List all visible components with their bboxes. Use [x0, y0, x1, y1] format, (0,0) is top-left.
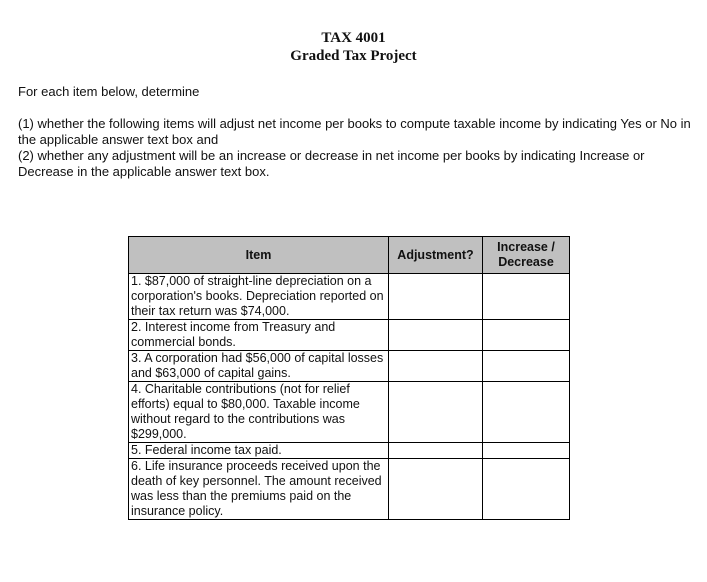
item-cell: 1. $87,000 of straight-line depreciation on a corporation's books. Depreciation reported on their tax return was $74,000.: [129, 274, 389, 320]
item-cell: 2. Interest income from Treasury and commercial bonds.: [129, 320, 389, 351]
answer-table: [128, 236, 570, 520]
table-row: [129, 382, 570, 443]
direction-answer-box[interactable]: [483, 274, 570, 320]
instruction-line-1: (1) whether the following items will adjust net income per books to compute taxable income by indicating Yes or No in the applicable answer text box and: [18, 116, 691, 147]
direction-answer-box[interactable]: [483, 382, 570, 443]
adjustment-answer-box[interactable]: [389, 459, 483, 520]
direction-column-header: [483, 237, 570, 274]
adjustment-column-header: Adjustment?: [389, 237, 483, 274]
adjustment-answer-box[interactable]: [389, 382, 483, 443]
adjustment-answer-box[interactable]: [389, 443, 483, 459]
table-row: [129, 351, 570, 382]
item-cell: 4. Charitable contributions (not for relief efforts) equal to $80,000. Taxable income without regard to the contributions was $299,000.: [129, 382, 389, 443]
table-row: [129, 274, 570, 320]
direction-header-line-1: Increase /: [497, 240, 555, 254]
adjustment-answer-box[interactable]: [389, 320, 483, 351]
table-header-row: [129, 237, 570, 274]
table-row: [129, 443, 570, 459]
adjustment-answer-box[interactable]: [389, 274, 483, 320]
direction-answer-box[interactable]: [483, 351, 570, 382]
instruction-line-2: (2) whether any adjustment will be an increase or decrease in net income per books by indicating Increase or Decrease in the applicable answer text box.: [18, 148, 645, 179]
table-row: [129, 320, 570, 351]
item-column-header: Item: [129, 237, 389, 274]
adjustment-answer-box[interactable]: [389, 351, 483, 382]
table-row: [129, 459, 570, 520]
project-title: Graded Tax Project: [290, 48, 417, 64]
item-cell: 5. Federal income tax paid.: [129, 443, 389, 459]
instructions-intro: For each item below, determine: [18, 84, 200, 99]
direction-answer-box[interactable]: [483, 320, 570, 351]
item-cell: 6. Life insurance proceeds received upon the death of key personnel. The amount received was less than the premiums paid on the insurance policy.: [129, 459, 389, 520]
item-cell: 3. A corporation had $56,000 of capital losses and $63,000 of capital gains.: [129, 351, 389, 382]
direction-answer-box[interactable]: [483, 459, 570, 520]
direction-answer-box[interactable]: [483, 443, 570, 459]
course-title: TAX 4001: [321, 30, 386, 46]
instructions-body: [18, 116, 693, 180]
direction-header-line-2: Decrease: [498, 255, 554, 269]
